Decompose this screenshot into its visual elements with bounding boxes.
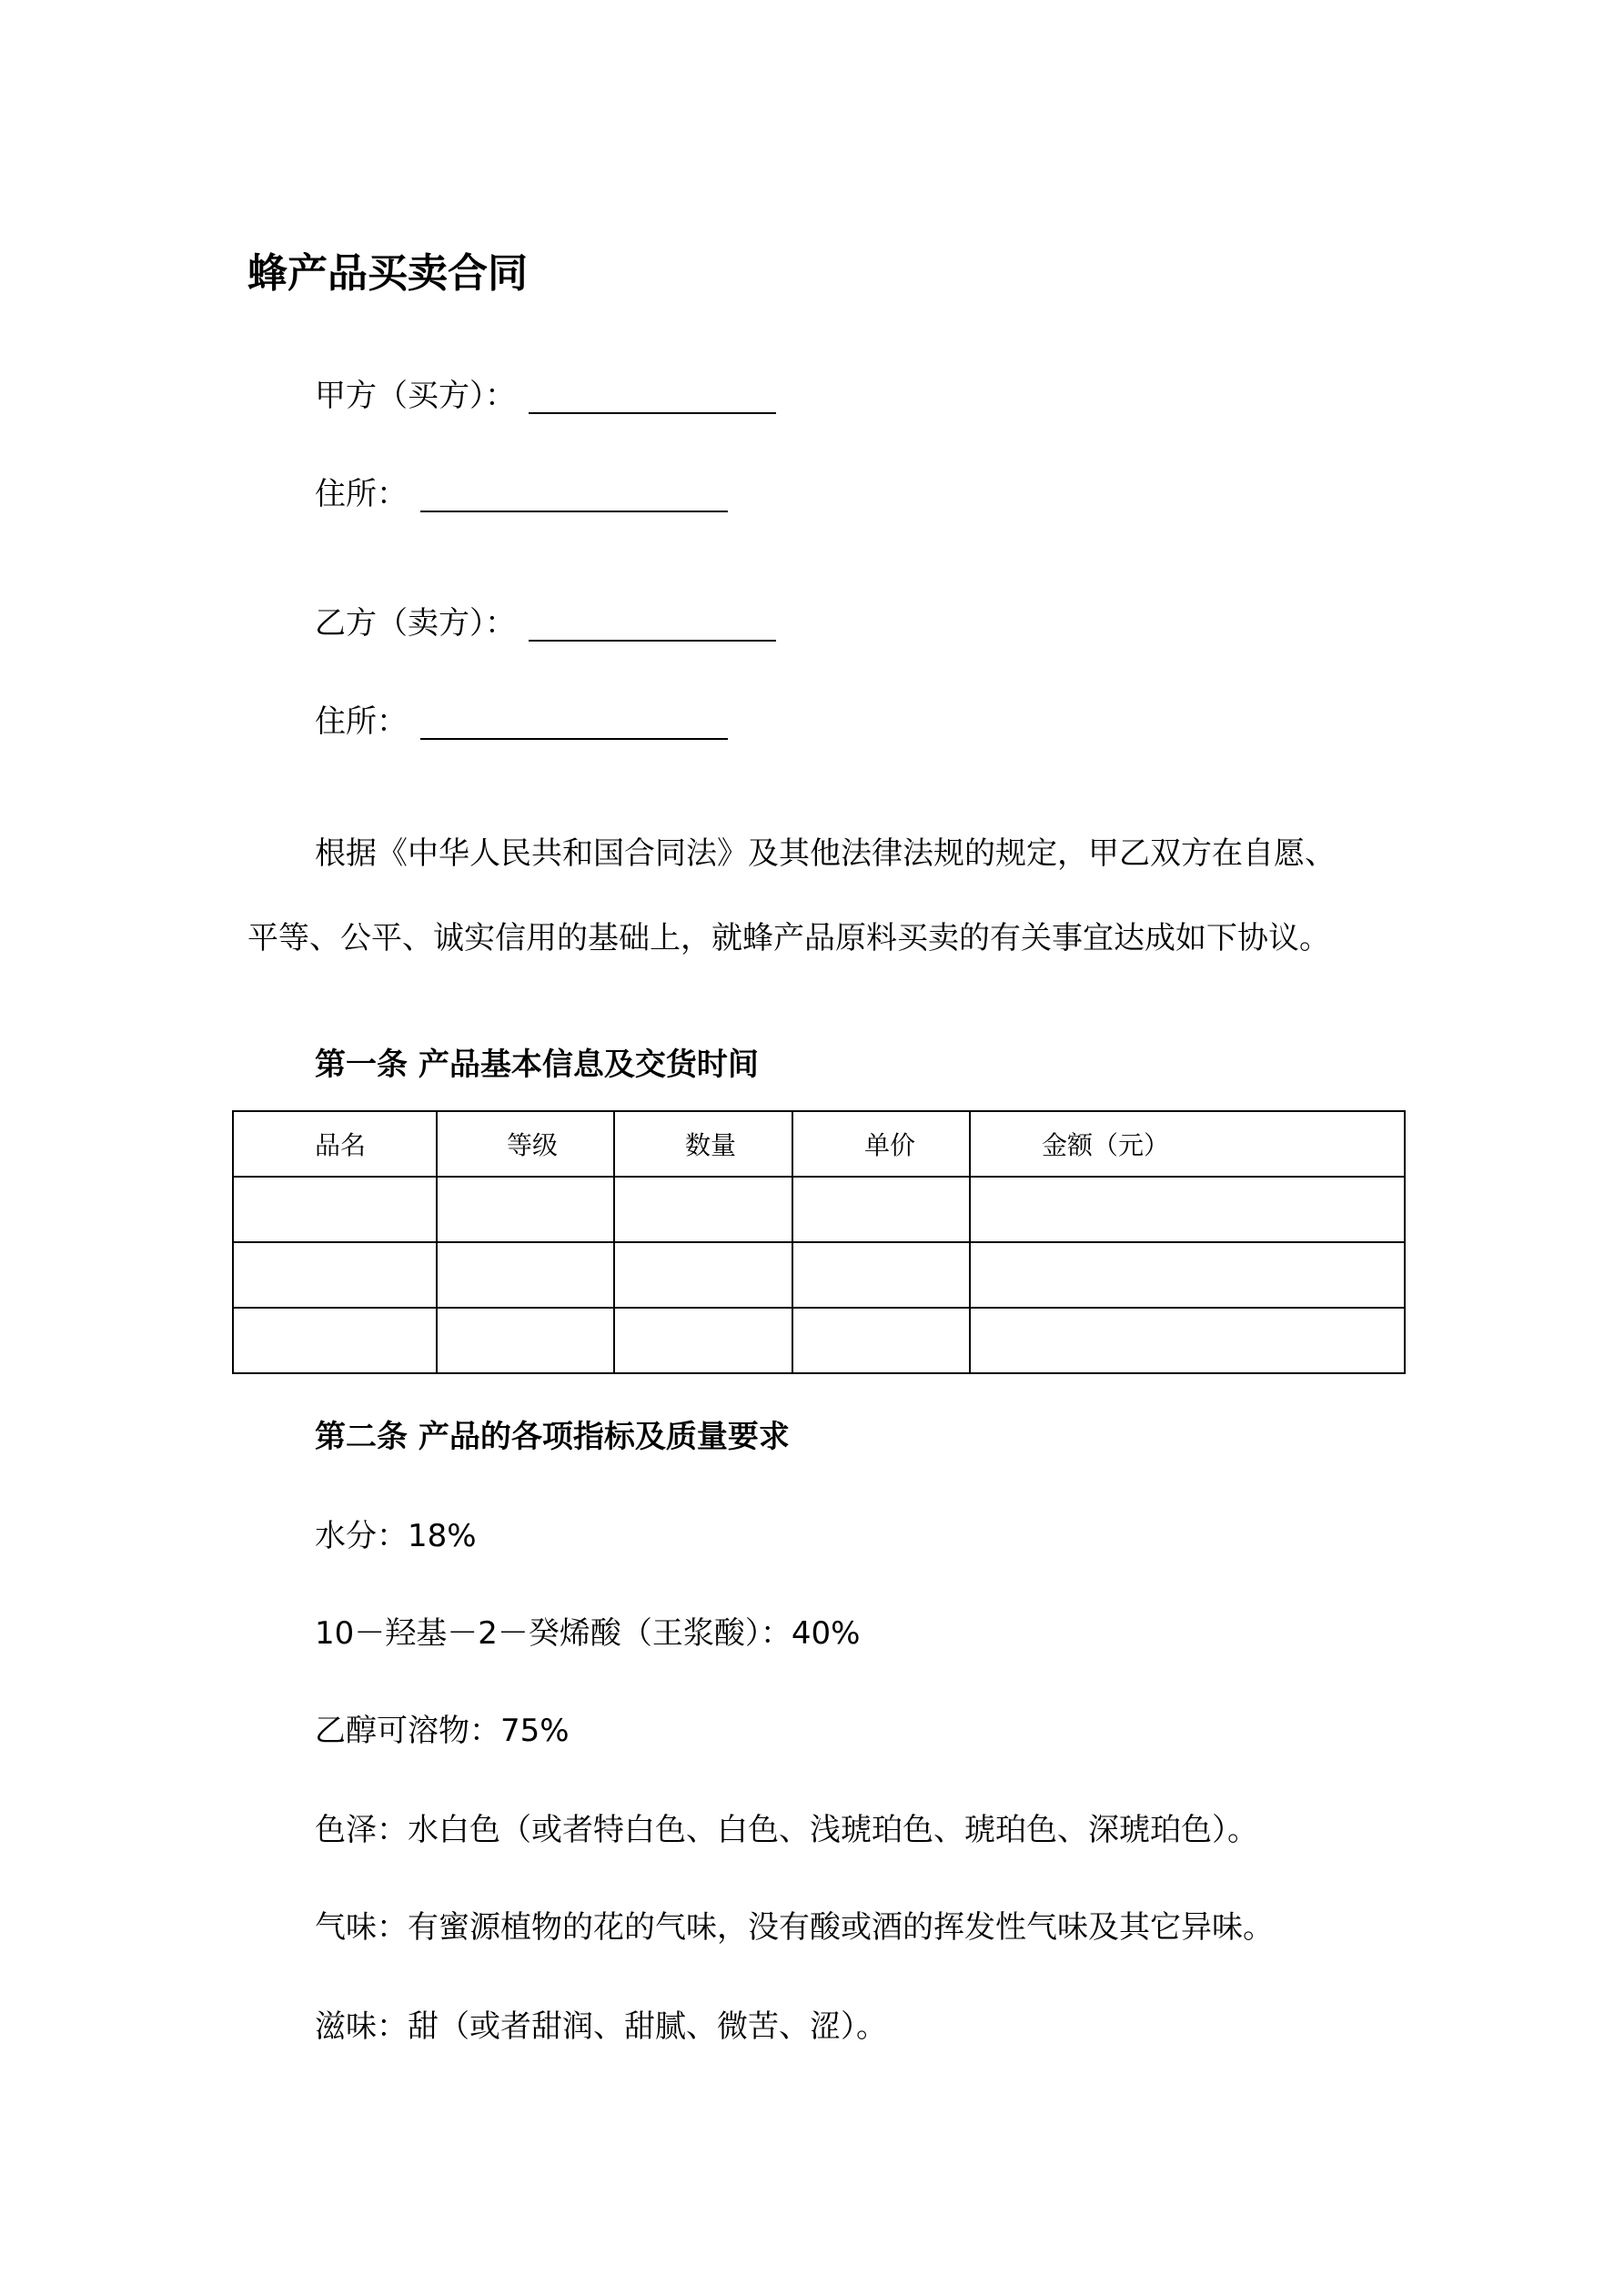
table-cell[interactable] [970,1308,1405,1373]
party-b-line [315,605,776,642]
table-cell[interactable] [792,1177,970,1242]
party-b-blank[interactable] [529,612,776,642]
party-b-address-line [315,703,728,740]
table-cell[interactable] [437,1177,614,1242]
party-a-label: 甲方（买方）： [315,378,516,414]
table-cell[interactable] [614,1308,792,1373]
spec-odor: 气味：有蜜源植物的花的气味，没有酸或酒的挥发性气味及其它异味。 [315,1909,1274,1946]
table-cell[interactable] [437,1242,614,1308]
spec-10-hda: 10－羟基－2－癸烯酸（王浆酸）：40% [315,1615,861,1652]
header-amount: 金额（元） [1042,1130,1170,1160]
party-b-address-blank[interactable] [420,711,728,740]
preamble-line-2: 平等、公平、诚实信用的基础上，就蜂产品原料买卖的有关事宜达成如下协议。 [247,920,1330,956]
header-product-name: 品名 [315,1130,367,1160]
table-row [233,1177,1405,1242]
header-grade: 等级 [507,1130,559,1160]
table-header-row [233,1111,1405,1177]
document-title: 蜂产品买卖合同 [247,250,528,297]
party-a-address-blank[interactable] [420,483,728,512]
party-b-label: 乙方（卖方）： [315,605,516,642]
table-cell[interactable] [970,1177,1405,1242]
party-a-blank[interactable] [529,385,776,414]
party-a-address-line [315,476,728,512]
table-row [233,1308,1405,1373]
header-quantity: 数量 [685,1130,737,1160]
product-table [232,1110,1406,1374]
table-cell[interactable] [233,1308,437,1373]
party-a-line [315,378,776,414]
spec-taste: 滋味：甜（或者甜润、甜腻、微苦、涩）。 [315,2008,887,2045]
table-row [233,1242,1405,1308]
article-2-heading: 第二条 产品的各项指标及质量要求 [315,1419,790,1455]
table-cell[interactable] [792,1308,970,1373]
table-cell[interactable] [437,1308,614,1373]
table-cell[interactable] [614,1177,792,1242]
table-cell[interactable] [233,1242,437,1308]
table-cell[interactable] [792,1242,970,1308]
article-1-heading: 第一条 产品基本信息及交货时间 [315,1047,759,1083]
spec-color: 色泽：水白色（或者特白色、白色、浅琥珀色、琥珀色、深琥珀色）。 [315,1812,1258,1848]
table-cell[interactable] [614,1242,792,1308]
header-unit-price: 单价 [864,1130,916,1160]
party-a-address-label: 住所： [315,476,408,512]
table-cell[interactable] [233,1177,437,1242]
preamble-line-1: 根据《中华人民共和国合同法》及其他法律法规的规定，甲乙双方在自愿、 [315,835,1336,872]
spec-moisture: 水分：18% [315,1518,477,1554]
spec-ethanol-soluble: 乙醇可溶物：75% [315,1713,570,1749]
party-b-address-label: 住所： [315,703,408,740]
table-cell[interactable] [970,1242,1405,1308]
